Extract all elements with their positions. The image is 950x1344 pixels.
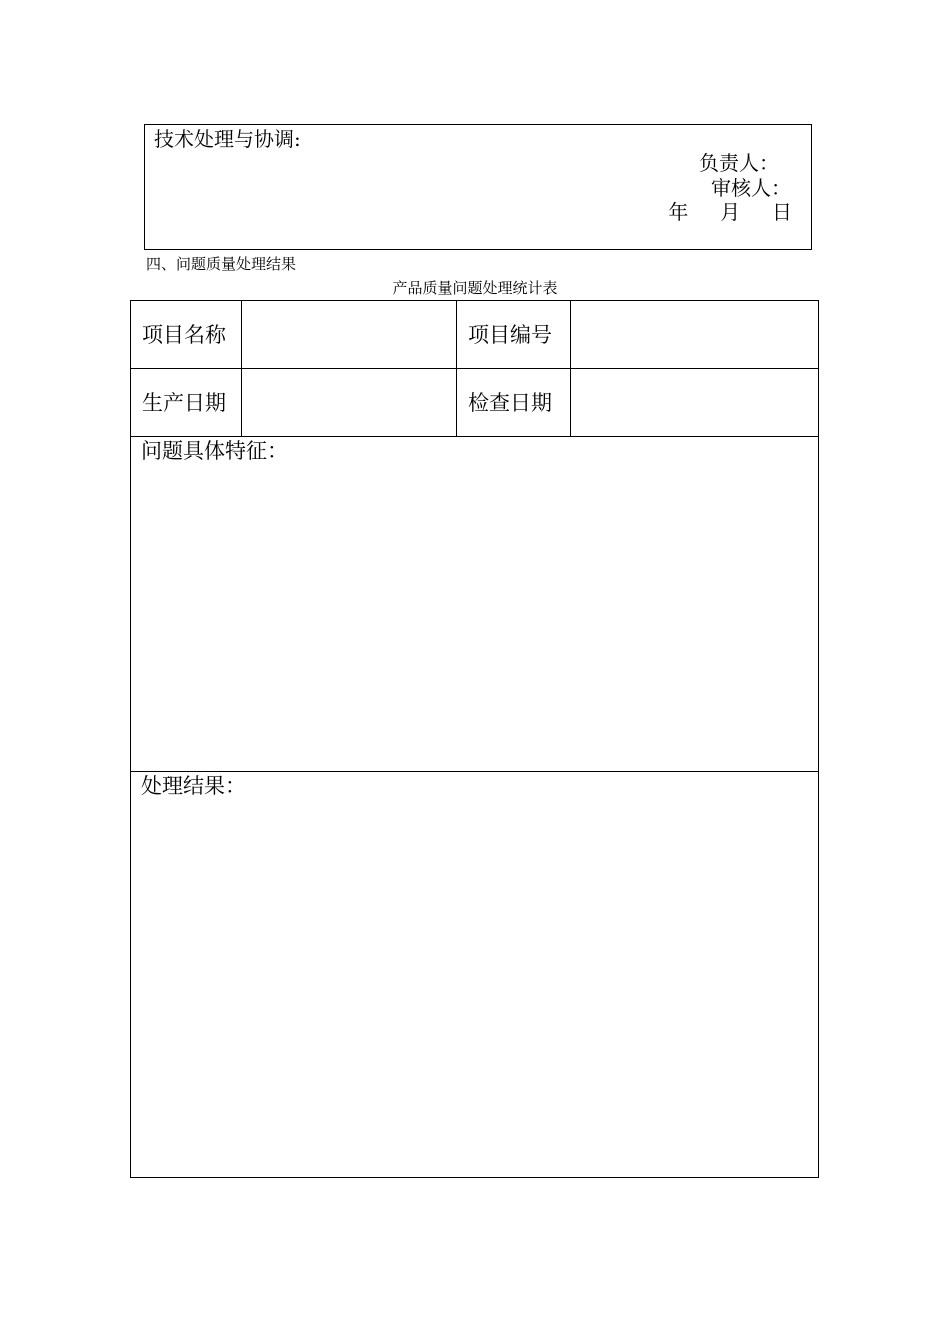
table-row-divider [131,436,818,437]
date-line [668,200,792,224]
inspection-date-label: 检查日期 [468,390,552,415]
project-name-label: 项目名称 [142,322,226,347]
project-name-field[interactable] [242,301,456,368]
production-date-field[interactable] [242,369,456,436]
table-row-divider [131,771,818,772]
date-year-label: 年 [668,200,689,224]
responsible-person-label: 负责人： [699,151,779,175]
project-number-field[interactable] [571,301,818,368]
quality-statistics-table [130,300,819,1178]
project-number-label: 项目编号 [468,322,552,347]
table-caption: 产品质量问题处理统计表 [392,279,558,297]
handling-result-label: 处理结果： [141,774,246,798]
problem-features-label: 问题具体特征： [141,439,288,463]
production-date-label: 生产日期 [142,390,226,415]
date-month-label: 月 [720,200,741,224]
date-day-label: 日 [772,200,792,224]
technical-coordination-box [144,124,812,250]
section-heading: 四、问题质量处理结果 [146,255,297,273]
inspection-date-field[interactable] [571,369,818,436]
technical-coordination-label: 技术处理与协调: [154,127,301,151]
reviewer-label: 审核人： [711,176,791,200]
